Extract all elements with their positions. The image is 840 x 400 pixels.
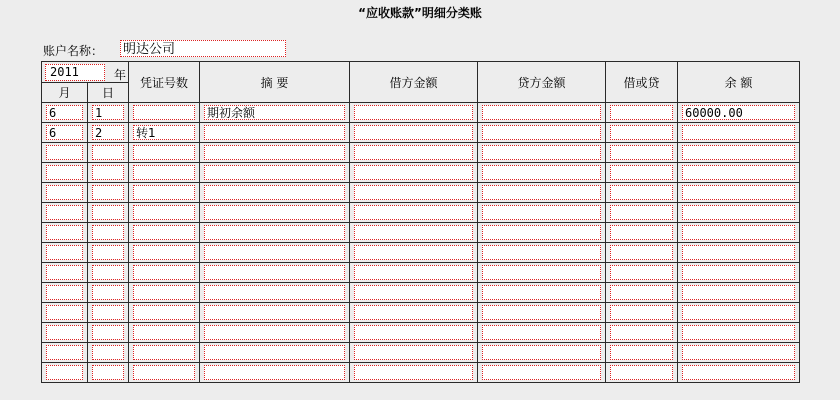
debit-cell [350,303,478,323]
summary-field[interactable] [204,365,345,380]
voucher-field[interactable] [133,185,195,200]
balance-cell [678,283,800,303]
credit-field[interactable] [482,185,601,200]
balance-cell [678,363,800,383]
table-row [42,103,800,123]
month-cell [42,123,88,143]
voucher-field[interactable] [133,145,195,160]
voucher-field[interactable] [133,365,195,380]
table-row [42,243,800,263]
credit-cell [478,203,606,223]
summary-field[interactable]: 期初余额 [204,105,345,120]
summary-cell [200,203,350,223]
day-cell [88,363,129,383]
day-cell [88,163,129,183]
direction-field[interactable] [610,265,673,280]
balance-field[interactable] [682,225,795,240]
balance-field[interactable] [682,285,795,300]
table-row [42,203,800,223]
credit-field[interactable] [482,225,601,240]
month-field[interactable] [46,265,83,280]
credit-cell [478,283,606,303]
credit-header: 贷方金额 [478,62,606,103]
day-cell [88,143,129,163]
direction-cell [606,323,678,343]
debit-cell [350,203,478,223]
summary-cell [200,103,350,123]
day-field[interactable] [92,145,124,160]
voucher-field[interactable] [133,345,195,360]
balance-field[interactable] [682,325,795,340]
voucher-cell [129,103,200,123]
summary-cell [200,363,350,383]
balance-header: 余 额 [678,62,800,103]
balance-field[interactable] [682,145,795,160]
voucher-cell [129,363,200,383]
debit-field[interactable] [354,305,473,320]
debit-field[interactable] [354,165,473,180]
voucher-field[interactable] [133,105,195,120]
debit-cell [350,323,478,343]
summary-field[interactable] [204,185,345,200]
balance-cell [678,183,800,203]
month-field[interactable] [46,165,83,180]
summary-cell [200,243,350,263]
day-cell [88,263,129,283]
debit-field[interactable] [354,105,473,120]
direction-cell [606,143,678,163]
table-row [42,123,800,143]
credit-cell [478,143,606,163]
direction-cell [606,223,678,243]
balance-cell [678,343,800,363]
day-cell [88,103,129,123]
summary-field[interactable] [204,265,345,280]
day-field[interactable] [92,165,124,180]
table-row [42,163,800,183]
direction-field[interactable] [610,245,673,260]
voucher-field[interactable] [133,305,195,320]
credit-cell [478,303,606,323]
day-cell [88,203,129,223]
balance-cell [678,203,800,223]
direction-cell [606,183,678,203]
month-field[interactable] [46,225,83,240]
month-cell [42,243,88,263]
balance-field[interactable] [682,265,795,280]
debit-field[interactable] [354,285,473,300]
balance-cell [678,103,800,123]
direction-field[interactable] [610,285,673,300]
table-row [42,323,800,343]
debit-field[interactable] [354,245,473,260]
debit-cell [350,143,478,163]
day-field[interactable] [92,225,124,240]
day-field[interactable]: 2 [92,125,124,140]
direction-field[interactable] [610,125,673,140]
month-cell [42,183,88,203]
credit-cell [478,343,606,363]
day-cell [88,223,129,243]
table-row [42,223,800,243]
month-cell [42,343,88,363]
day-field[interactable] [92,285,124,300]
balance-field[interactable] [682,365,795,380]
debit-field[interactable] [354,265,473,280]
summary-cell [200,303,350,323]
voucher-field[interactable] [133,325,195,340]
debit-field[interactable] [354,145,473,160]
summary-cell [200,123,350,143]
summary-field[interactable] [204,205,345,220]
direction-field[interactable] [610,305,673,320]
balance-field[interactable] [682,205,795,220]
summary-field[interactable] [204,225,345,240]
summary-field[interactable] [204,305,345,320]
credit-field[interactable] [482,105,601,120]
voucher-cell [129,283,200,303]
balance-field[interactable] [682,185,795,200]
balance-cell [678,323,800,343]
month-cell [42,363,88,383]
table-row [42,263,800,283]
voucher-field[interactable] [133,165,195,180]
credit-field[interactable] [482,125,601,140]
table-row [42,143,800,163]
month-cell [42,203,88,223]
summary-cell [200,263,350,283]
year-field[interactable]: 2011 [45,64,105,81]
voucher-cell [129,223,200,243]
balance-field[interactable] [682,345,795,360]
credit-cell [478,363,606,383]
debit-cell [350,263,478,283]
month-field[interactable]: 6 [46,105,83,120]
voucher-field[interactable] [133,205,195,220]
voucher-cell [129,203,200,223]
account-name-field[interactable]: 明达公司 [120,40,286,57]
summary-cell [200,183,350,203]
month-cell [42,263,88,283]
month-cell [42,223,88,243]
direction-field[interactable] [610,145,673,160]
month-cell [42,163,88,183]
balance-cell [678,243,800,263]
credit-cell [478,323,606,343]
voucher-cell [129,123,200,143]
debit-field[interactable] [354,125,473,140]
balance-cell [678,143,800,163]
table-row [42,283,800,303]
voucher-header: 凭证号数 [129,62,200,103]
day-field[interactable] [92,245,124,260]
month-field[interactable] [46,305,83,320]
balance-cell [678,123,800,143]
summary-field[interactable] [204,165,345,180]
debit-cell [350,343,478,363]
month-header: 月 [42,83,88,103]
day-field[interactable] [92,345,124,360]
debit-cell [350,363,478,383]
debit-field[interactable] [354,185,473,200]
credit-field[interactable] [482,265,601,280]
debit-cell [350,163,478,183]
voucher-cell [129,323,200,343]
day-field[interactable] [92,265,124,280]
debit-field[interactable] [354,325,473,340]
day-field[interactable] [92,185,124,200]
summary-field[interactable] [204,345,345,360]
debit-cell [350,223,478,243]
balance-field[interactable]: 60000.00 [682,105,795,120]
debit-header: 借方金额 [350,62,478,103]
day-cell [88,343,129,363]
balance-field[interactable] [682,305,795,320]
balance-cell [678,263,800,283]
debit-field[interactable] [354,205,473,220]
month-cell [42,303,88,323]
day-field[interactable] [92,305,124,320]
month-cell [42,143,88,163]
voucher-field[interactable]: 转1 [133,125,195,140]
balance-field[interactable] [682,125,795,140]
voucher-cell [129,143,200,163]
debit-cell [350,103,478,123]
summary-header: 摘 要 [200,62,350,103]
credit-cell [478,183,606,203]
direction-field[interactable] [610,205,673,220]
table-row [42,343,800,363]
credit-cell [478,103,606,123]
voucher-cell [129,343,200,363]
direction-field[interactable] [610,185,673,200]
balance-field[interactable] [682,245,795,260]
year-suffix-label: 年 [113,68,126,82]
month-field[interactable] [46,185,83,200]
voucher-cell [129,163,200,183]
day-field[interactable] [92,205,124,220]
direction-field[interactable] [610,225,673,240]
direction-cell [606,363,678,383]
day-cell [88,303,129,323]
credit-field[interactable] [482,345,601,360]
summary-cell [200,343,350,363]
month-cell [42,283,88,303]
direction-cell [606,103,678,123]
summary-field[interactable] [204,145,345,160]
month-field[interactable] [46,205,83,220]
summary-field[interactable] [204,245,345,260]
direction-cell [606,303,678,323]
summary-cell [200,163,350,183]
summary-cell [200,143,350,163]
table-row [42,363,800,383]
summary-field[interactable] [204,125,345,140]
summary-cell [200,223,350,243]
direction-cell [606,263,678,283]
direction-header: 借或贷 [606,62,678,103]
debit-field[interactable] [354,225,473,240]
direction-cell [606,283,678,303]
direction-field[interactable] [610,105,673,120]
debit-cell [350,283,478,303]
month-cell [42,323,88,343]
voucher-field[interactable] [133,225,195,240]
summary-cell [200,283,350,303]
direction-cell [606,123,678,143]
table-row [42,303,800,323]
credit-cell [478,123,606,143]
credit-field[interactable] [482,145,601,160]
ledger-table [41,61,800,383]
credit-cell [478,243,606,263]
account-name-label: 账户名称： [43,44,104,58]
direction-field[interactable] [610,165,673,180]
credit-field[interactable] [482,165,601,180]
balance-field[interactable] [682,165,795,180]
voucher-field[interactable] [133,245,195,260]
direction-cell [606,243,678,263]
voucher-cell [129,183,200,203]
debit-field[interactable] [354,345,473,360]
debit-cell [350,183,478,203]
year-header-cell [42,62,129,83]
day-cell [88,243,129,263]
day-cell [88,183,129,203]
direction-field[interactable] [610,325,673,340]
direction-field[interactable] [610,345,673,360]
day-cell [88,323,129,343]
summary-field[interactable] [204,285,345,300]
month-field[interactable]: 6 [46,125,83,140]
header-row-top [42,62,800,83]
credit-cell [478,263,606,283]
voucher-cell [129,243,200,263]
month-field[interactable] [46,145,83,160]
day-field[interactable]: 1 [92,105,124,120]
voucher-field[interactable] [133,265,195,280]
voucher-field[interactable] [133,285,195,300]
month-field[interactable] [46,325,83,340]
month-field[interactable] [46,285,83,300]
day-header: 日 [88,83,129,103]
month-field[interactable] [46,345,83,360]
direction-field[interactable] [610,365,673,380]
voucher-cell [129,303,200,323]
credit-field[interactable] [482,205,601,220]
table-row [42,183,800,203]
voucher-cell [129,263,200,283]
credit-field[interactable] [482,325,601,340]
day-field[interactable] [92,365,124,380]
credit-cell [478,223,606,243]
credit-field[interactable] [482,245,601,260]
direction-cell [606,163,678,183]
day-field[interactable] [92,325,124,340]
credit-field[interactable] [482,305,601,320]
debit-cell [350,243,478,263]
day-cell [88,123,129,143]
month-field[interactable] [46,365,83,380]
summary-cell [200,323,350,343]
direction-cell [606,203,678,223]
balance-cell [678,223,800,243]
credit-field[interactable] [482,285,601,300]
balance-cell [678,303,800,323]
month-field[interactable] [46,245,83,260]
direction-cell [606,343,678,363]
credit-cell [478,163,606,183]
day-cell [88,283,129,303]
summary-field[interactable] [204,325,345,340]
credit-field[interactable] [482,365,601,380]
ledger-title: “应收账款”明细分类账 [358,6,482,20]
balance-cell [678,163,800,183]
debit-field[interactable] [354,365,473,380]
debit-cell [350,123,478,143]
month-cell [42,103,88,123]
